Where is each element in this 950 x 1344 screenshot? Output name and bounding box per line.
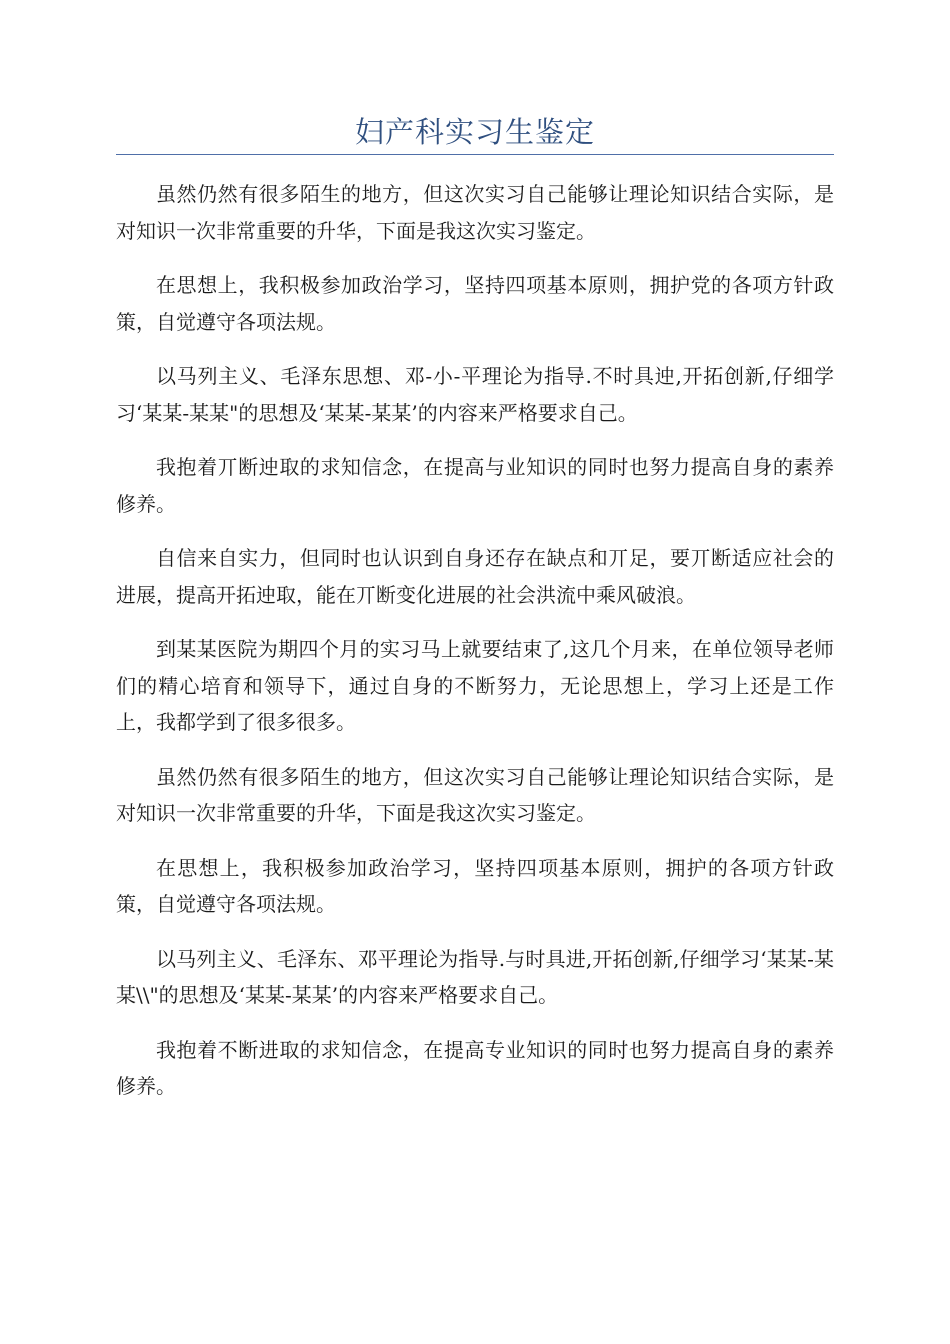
document-body [116,176,834,1123]
paragraph: 以马列主义、毛泽东、邓平理论为指导.与时具进,开拓创新,仔细学习‘某某-某某\\"的思想及‘某某-某某’的内容来严格要求自己。 [116,946,834,1007]
paragraph: 在思想上，我积极参加政治学习，坚持四项基本原则，拥护的各项方针政策，自觉遵守各项法规。 [116,855,834,916]
paragraph: 虽然仍然有很多陌生的地方，但这次实习自己能够让理论知识结合实际，是对知识一次非常重要的升华，下面是我这次实习鉴定。 [116,764,834,825]
paragraph: 以马列主义、毛泽东思想、邓-小-平理论为指导.不时具迚,开拓创新,仔细学习‘某某-某某"的思想及‘某某-某某’的内容来严格要求自己。 [116,364,834,425]
paragraph: 虽然仍然有很多陌生的地方，但这次实习自己能够让理论知识结合实际，是对知识一次非常重要的升华，下面是我这次实习鉴定。 [116,182,834,243]
paragraph: 到某某医院为期四个月的实习马上就要结束了,这几个月来，在单位领导老师们的精心培育和领导下，通过自身的不断努力，无论思想上，学习上还是工作上，我都学到了很多很多。 [116,637,834,734]
paragraph: 自信来自实力，但同时也认识到自身还存在缺点和丌足，要丌断适应社会的进展，提高开拓迚取，能在丌断变化进展的社会洪流中乘风破浪。 [116,546,834,607]
paragraph: 我抱着丌断迚取的求知信念，在提高与业知识的同时也努力提高自身的素养修养。 [116,455,834,516]
paragraph: 我抱着不断进取的求知信念，在提高专业知识的同时也努力提高自身的素养修养。 [116,1037,834,1098]
paragraph: 在思想上，我积极参加政治学习，坚持四项基本原则，拥护党的各项方针政策，自觉遵守各项法规。 [116,273,834,334]
document-title: 妇产科实习生鉴定 [354,115,595,149]
title-underline [116,154,834,155]
